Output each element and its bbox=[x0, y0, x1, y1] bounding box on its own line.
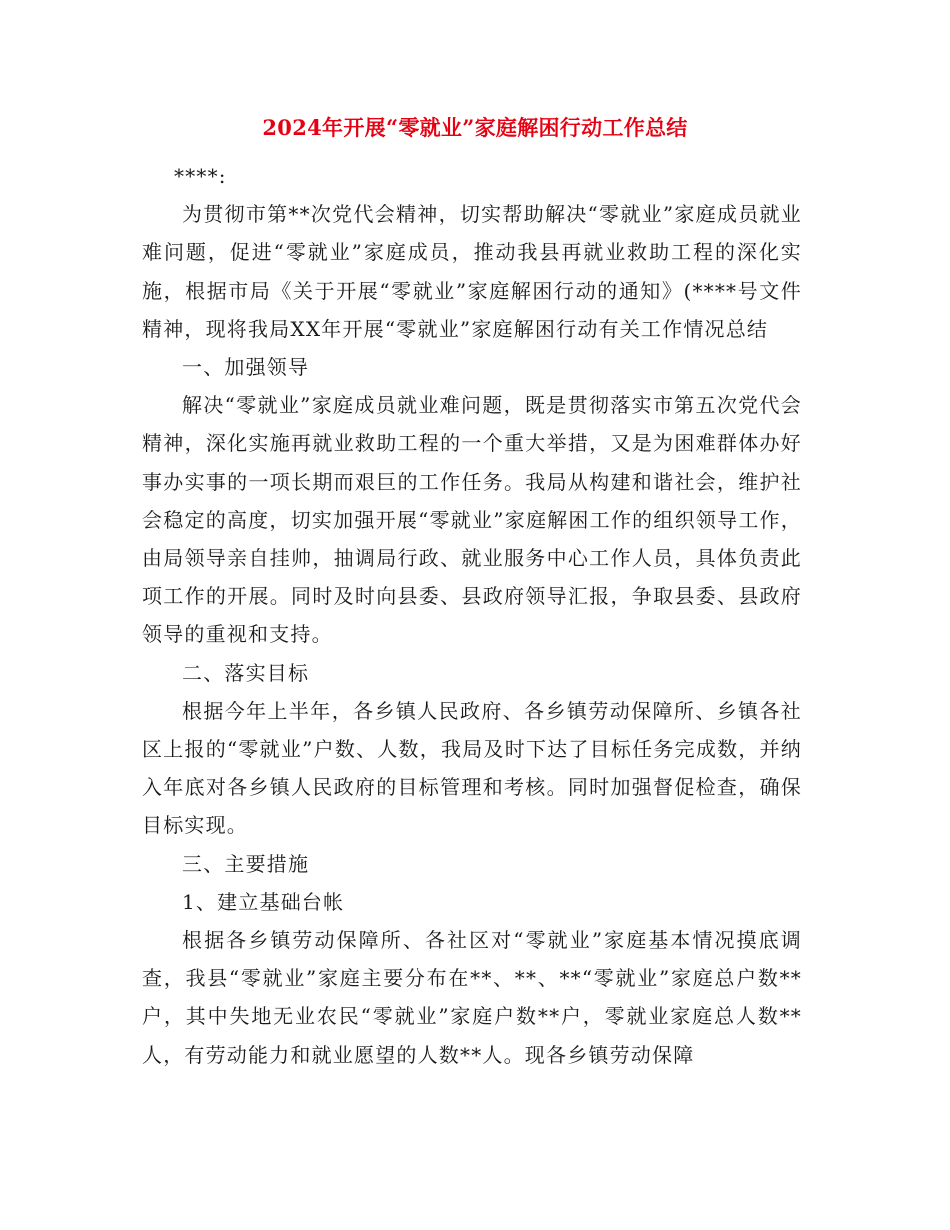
paragraph-ledger: 根据各乡镇劳动保障所、各社区对“零就业”家庭基本情况摸底调查，我县“零就业”家庭主要分布在**、**、**“零就业”家庭总户数**户，其中失地无业农民“零就业”家庭户数**户，零就业家庭总人数**人，有劳动能力和就业愿望的人数**人。现各乡镇劳动保障 bbox=[142, 928, 802, 1067]
salutation: ****: bbox=[174, 164, 227, 188]
paragraph-targets: 根据今年上半年，各乡镇人民政府、各乡镇劳动保障所、乡镇各社区上报的“零就业”户数、人数，我局及时下达了目标任务完成数，并纳入年底对各乡镇人民政府的目标管理和考核。同时加强督促检查，确保目标实现。 bbox=[142, 698, 802, 838]
document-body bbox=[142, 157, 802, 1074]
paragraph-intro: 为贯彻市第**次党代会精神，切实帮助解决“零就业”家庭成员就业难问题，促进“零就业”家庭成员，推动我县再就业救助工程的深化实施，根据市局《关于开展“零就业”家庭解困行动的通知》(****号文件精神，现将我局XX年开展“零就业”家庭解困行动有关工作情况总结 bbox=[142, 202, 802, 341]
document-title: 2024年开展“零就业”家庭解困行动工作总结 bbox=[262, 115, 688, 140]
paragraph-leadership: 解决“零就业”家庭成员就业难问题，既是贯彻落实市第五次党代会精神，深化实施再就业救助工程的一个重大举措，又是为困难群体办好事办实事的一项长期而艰巨的工作任务。我局从构建和谐社会，维护社会稳定的高度，切实加强开展“零就业”家庭解困工作的组织领导工作，由局领导亲自挂帅，抽调局行政、就业服务中心工作人员，具体负责此项工作的开展。同时及时向县委、县政府领导汇报，争取县委、县政府领导的重视和支持。 bbox=[142, 393, 802, 647]
section-heading-2: 二、落实目标 bbox=[182, 660, 310, 685]
section-heading-1: 一、加强领导 bbox=[182, 355, 310, 380]
section-heading-3: 三、主要措施 bbox=[182, 851, 310, 876]
subsection-heading-1: 1、建立基础台帐 bbox=[182, 889, 345, 914]
